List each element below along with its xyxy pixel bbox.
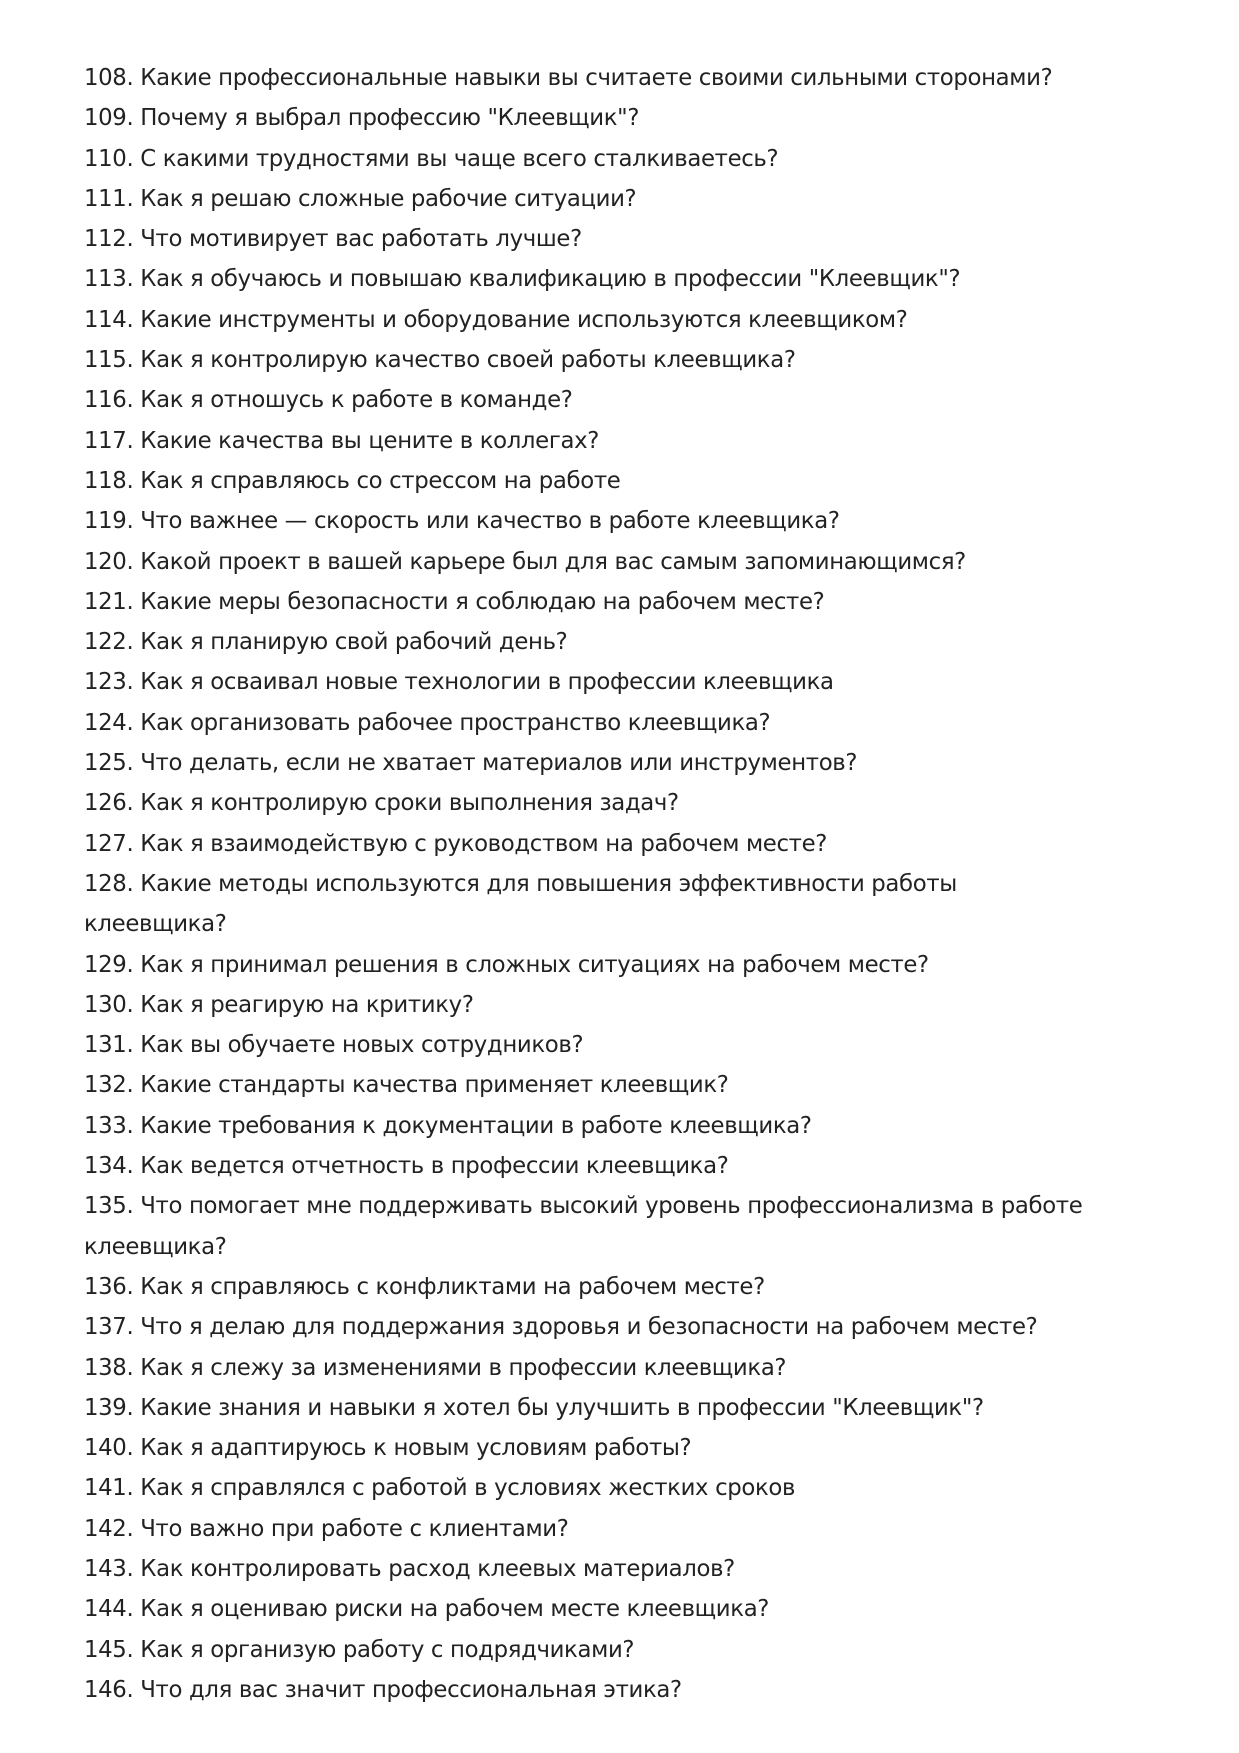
question-item: 122. Как я планирую свой рабочий день?: [84, 629, 568, 656]
question-list: [84, 58, 1084, 1710]
question-item: 144. Как я оцениваю риски на рабочем месте клеевщика?: [84, 1596, 770, 1623]
question-item: 120. Какой проект в вашей карьере был для вас самым запоминающимся?: [84, 548, 966, 575]
question-item: 126. Как я контролирую сроки выполнения задач?: [84, 790, 679, 817]
question-item: 141. Как я справлялся с работой в условиях жестких сроков: [84, 1475, 796, 1502]
question-item: 146. Что для вас значит профессиональная этика?: [84, 1676, 682, 1703]
question-item: 128. Какие методы используются для повышения эффективности работы клеевщика?: [84, 870, 957, 938]
question-item: 109. Почему я выбрал профессию "Клеевщик"?: [84, 105, 640, 132]
document-page: [84, 58, 1084, 1710]
question-item: 131. Как вы обучаете новых сотрудников?: [84, 1032, 584, 1059]
question-item: 140. Как я адаптируюсь к новым условиям работы?: [84, 1435, 692, 1462]
question-item: 119. Что важнее — скорость или качество в работе клеевщика?: [84, 508, 840, 535]
question-item: 125. Что делать, если не хватает материалов или инструментов?: [84, 750, 858, 777]
question-item: 139. Какие знания и навыки я хотел бы улучшить в профессии "Клеевщик"?: [84, 1394, 984, 1421]
question-item: 118. Как я справляюсь со стрессом на работе: [84, 467, 621, 494]
question-item: 113. Как я обучаюсь и повышаю квалификацию в профессии "Клеевщик"?: [84, 266, 961, 293]
question-item: 130. Как я реагирую на критику?: [84, 991, 474, 1018]
question-item: 136. Как я справляюсь с конфликтами на рабочем месте?: [84, 1273, 765, 1300]
question-item: 111. Как я решаю сложные рабочие ситуации?: [84, 185, 637, 212]
question-item: 133. Какие требования к документации в работе клеевщика?: [84, 1112, 812, 1139]
question-item: 116. Как я отношусь к работе в команде?: [84, 387, 573, 414]
question-item: 135. Что помогает мне поддерживать высокий уровень профессионализма в работе клеевщика?: [84, 1193, 1083, 1260]
question-item: 117. Какие качества вы цените в коллегах?: [84, 427, 599, 454]
question-item: 129. Как я принимал решения в сложных ситуациях на рабочем месте?: [84, 951, 929, 978]
question-item: 123. Как я осваивал новые технологии в профессии клеевщика: [84, 669, 834, 696]
question-item: 110. С какими трудностями вы чаще всего сталкиваетесь?: [84, 145, 779, 172]
question-item: 143. Как контролировать расход клеевых материалов?: [84, 1555, 735, 1582]
question-item: 114. Какие инструменты и оборудование используются клеевщиком?: [84, 306, 908, 333]
question-item: 132. Какие стандарты качества применяет клеевщик?: [84, 1072, 729, 1099]
question-item: 124. Как организовать рабочее пространство клеевщика?: [84, 709, 771, 736]
question-item: 127. Как я взаимодействую с руководством на рабочем месте?: [84, 830, 828, 857]
question-item: 138. Как я слежу за изменениями в профессии клеевщика?: [84, 1354, 787, 1381]
question-item: 134. Как ведется отчетность в профессии клеевщика?: [84, 1153, 729, 1180]
question-item: 142. Что важно при работе с клиентами?: [84, 1515, 569, 1542]
question-item: 115. Как я контролирую качество своей работы клеевщика?: [84, 347, 796, 374]
question-item: 121. Какие меры безопасности я соблюдаю на рабочем месте?: [84, 588, 825, 615]
question-item: 112. Что мотивирует вас работать лучше?: [84, 226, 582, 253]
question-item: 145. Как я организую работу с подрядчиками?: [84, 1636, 635, 1663]
question-item: 137. Что я делаю для поддержания здоровья и безопасности на рабочем месте?: [84, 1314, 1038, 1341]
question-item: 108. Какие профессиональные навыки вы считаете своими сильными сторонами?: [84, 65, 1053, 91]
